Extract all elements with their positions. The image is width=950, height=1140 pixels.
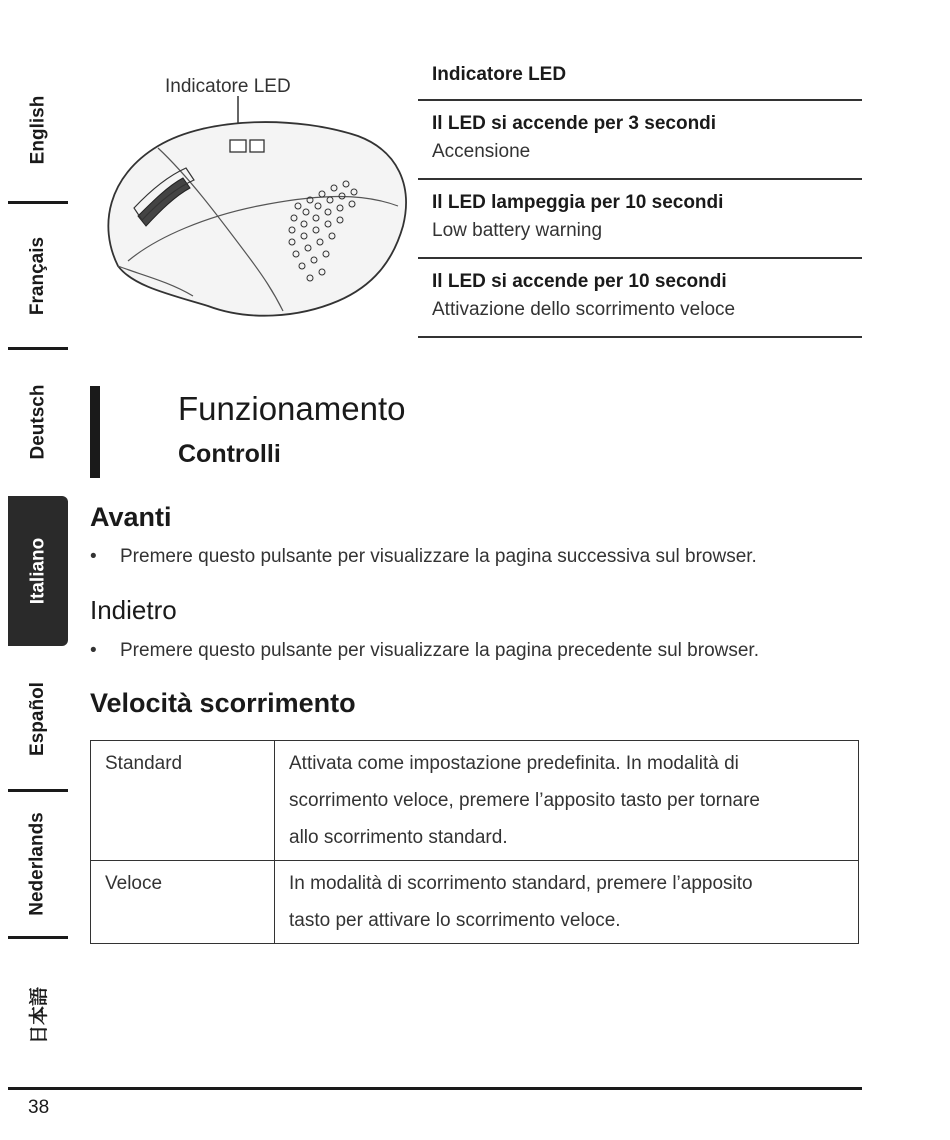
lang-tab-espanol[interactable] xyxy=(8,650,68,788)
lang-label: Español xyxy=(27,682,48,756)
led-row-title: Il LED si accende per 3 secondi xyxy=(432,113,717,134)
section-subtitle: Controlli xyxy=(178,440,281,468)
avanti-heading: Avanti xyxy=(90,502,172,532)
page-number: 38 xyxy=(28,1097,50,1118)
section-bar xyxy=(90,386,100,478)
lang-label: English xyxy=(27,95,48,165)
bullet-dot: • xyxy=(90,546,97,567)
indietro-heading: Indietro xyxy=(90,595,177,625)
footer-divider xyxy=(8,1087,862,1090)
lang-label: 日本語 xyxy=(29,986,51,1044)
lang-tab-english[interactable] xyxy=(8,60,68,200)
table-row xyxy=(91,741,859,861)
lang-divider xyxy=(8,347,68,350)
speed-desc xyxy=(275,741,859,861)
lang-label: Deutsch xyxy=(27,384,48,460)
avanti-bullet xyxy=(90,546,757,568)
led-row xyxy=(418,101,862,180)
speed-desc-line: scorrimento veloce, premere l’apposito tasto per tornare xyxy=(289,790,761,811)
section-title: Funzionamento xyxy=(178,390,406,427)
indietro-text: Premere questo pulsante per visualizzare la pagina precedente sul browser. xyxy=(120,640,759,661)
lang-tab-nederlands[interactable] xyxy=(8,794,68,934)
lang-label: Italiano xyxy=(27,537,49,605)
led-row xyxy=(418,180,862,259)
lang-divider xyxy=(8,789,68,792)
avanti-text: Premere questo pulsante per visualizzare la pagina successiva sul browser. xyxy=(120,546,757,567)
speed-desc-line: allo scorrimento standard. xyxy=(289,827,508,848)
scroll-speed-heading: Velocità scorrimento xyxy=(90,688,356,718)
lang-tab-japanese[interactable] xyxy=(8,960,68,1070)
lang-label: Français xyxy=(27,236,48,316)
speed-key: Veloce xyxy=(91,861,275,944)
indietro-bullet xyxy=(90,640,759,662)
table-row xyxy=(91,861,859,944)
bullet-dot: • xyxy=(90,640,97,661)
speed-key: Standard xyxy=(91,741,275,861)
led-table-header: Indicatore LED xyxy=(418,60,862,101)
lang-tab-deutsch[interactable] xyxy=(8,352,68,492)
speed-desc-line: Attivata come impostazione predefinita. In modalità di xyxy=(289,753,739,774)
lang-tab-francais[interactable] xyxy=(8,206,68,346)
scroll-speed-table xyxy=(90,740,859,944)
led-row-desc: Attivazione dello scorrimento veloce xyxy=(432,299,736,320)
lang-divider xyxy=(8,201,68,204)
led-row-title: Il LED si accende per 10 secondi xyxy=(432,271,727,292)
mouse-illustration xyxy=(98,96,413,321)
lang-label: Nederlands xyxy=(27,812,49,916)
lang-tab-italiano[interactable] xyxy=(8,496,68,646)
speed-desc xyxy=(275,861,859,944)
lang-divider xyxy=(8,936,68,939)
led-table xyxy=(418,60,862,338)
led-callout-label: Indicatore LED xyxy=(165,76,291,97)
led-row xyxy=(418,259,862,338)
speed-desc-line: tasto per attivare lo scorrimento veloce. xyxy=(289,910,621,931)
led-row-title: Il LED lampeggia per 10 secondi xyxy=(432,192,724,213)
led-row-desc: Low battery warning xyxy=(432,220,603,241)
led-row-desc: Accensione xyxy=(432,141,531,162)
speed-desc-line: In modalità di scorrimento standard, premere l’apposito xyxy=(289,873,753,894)
